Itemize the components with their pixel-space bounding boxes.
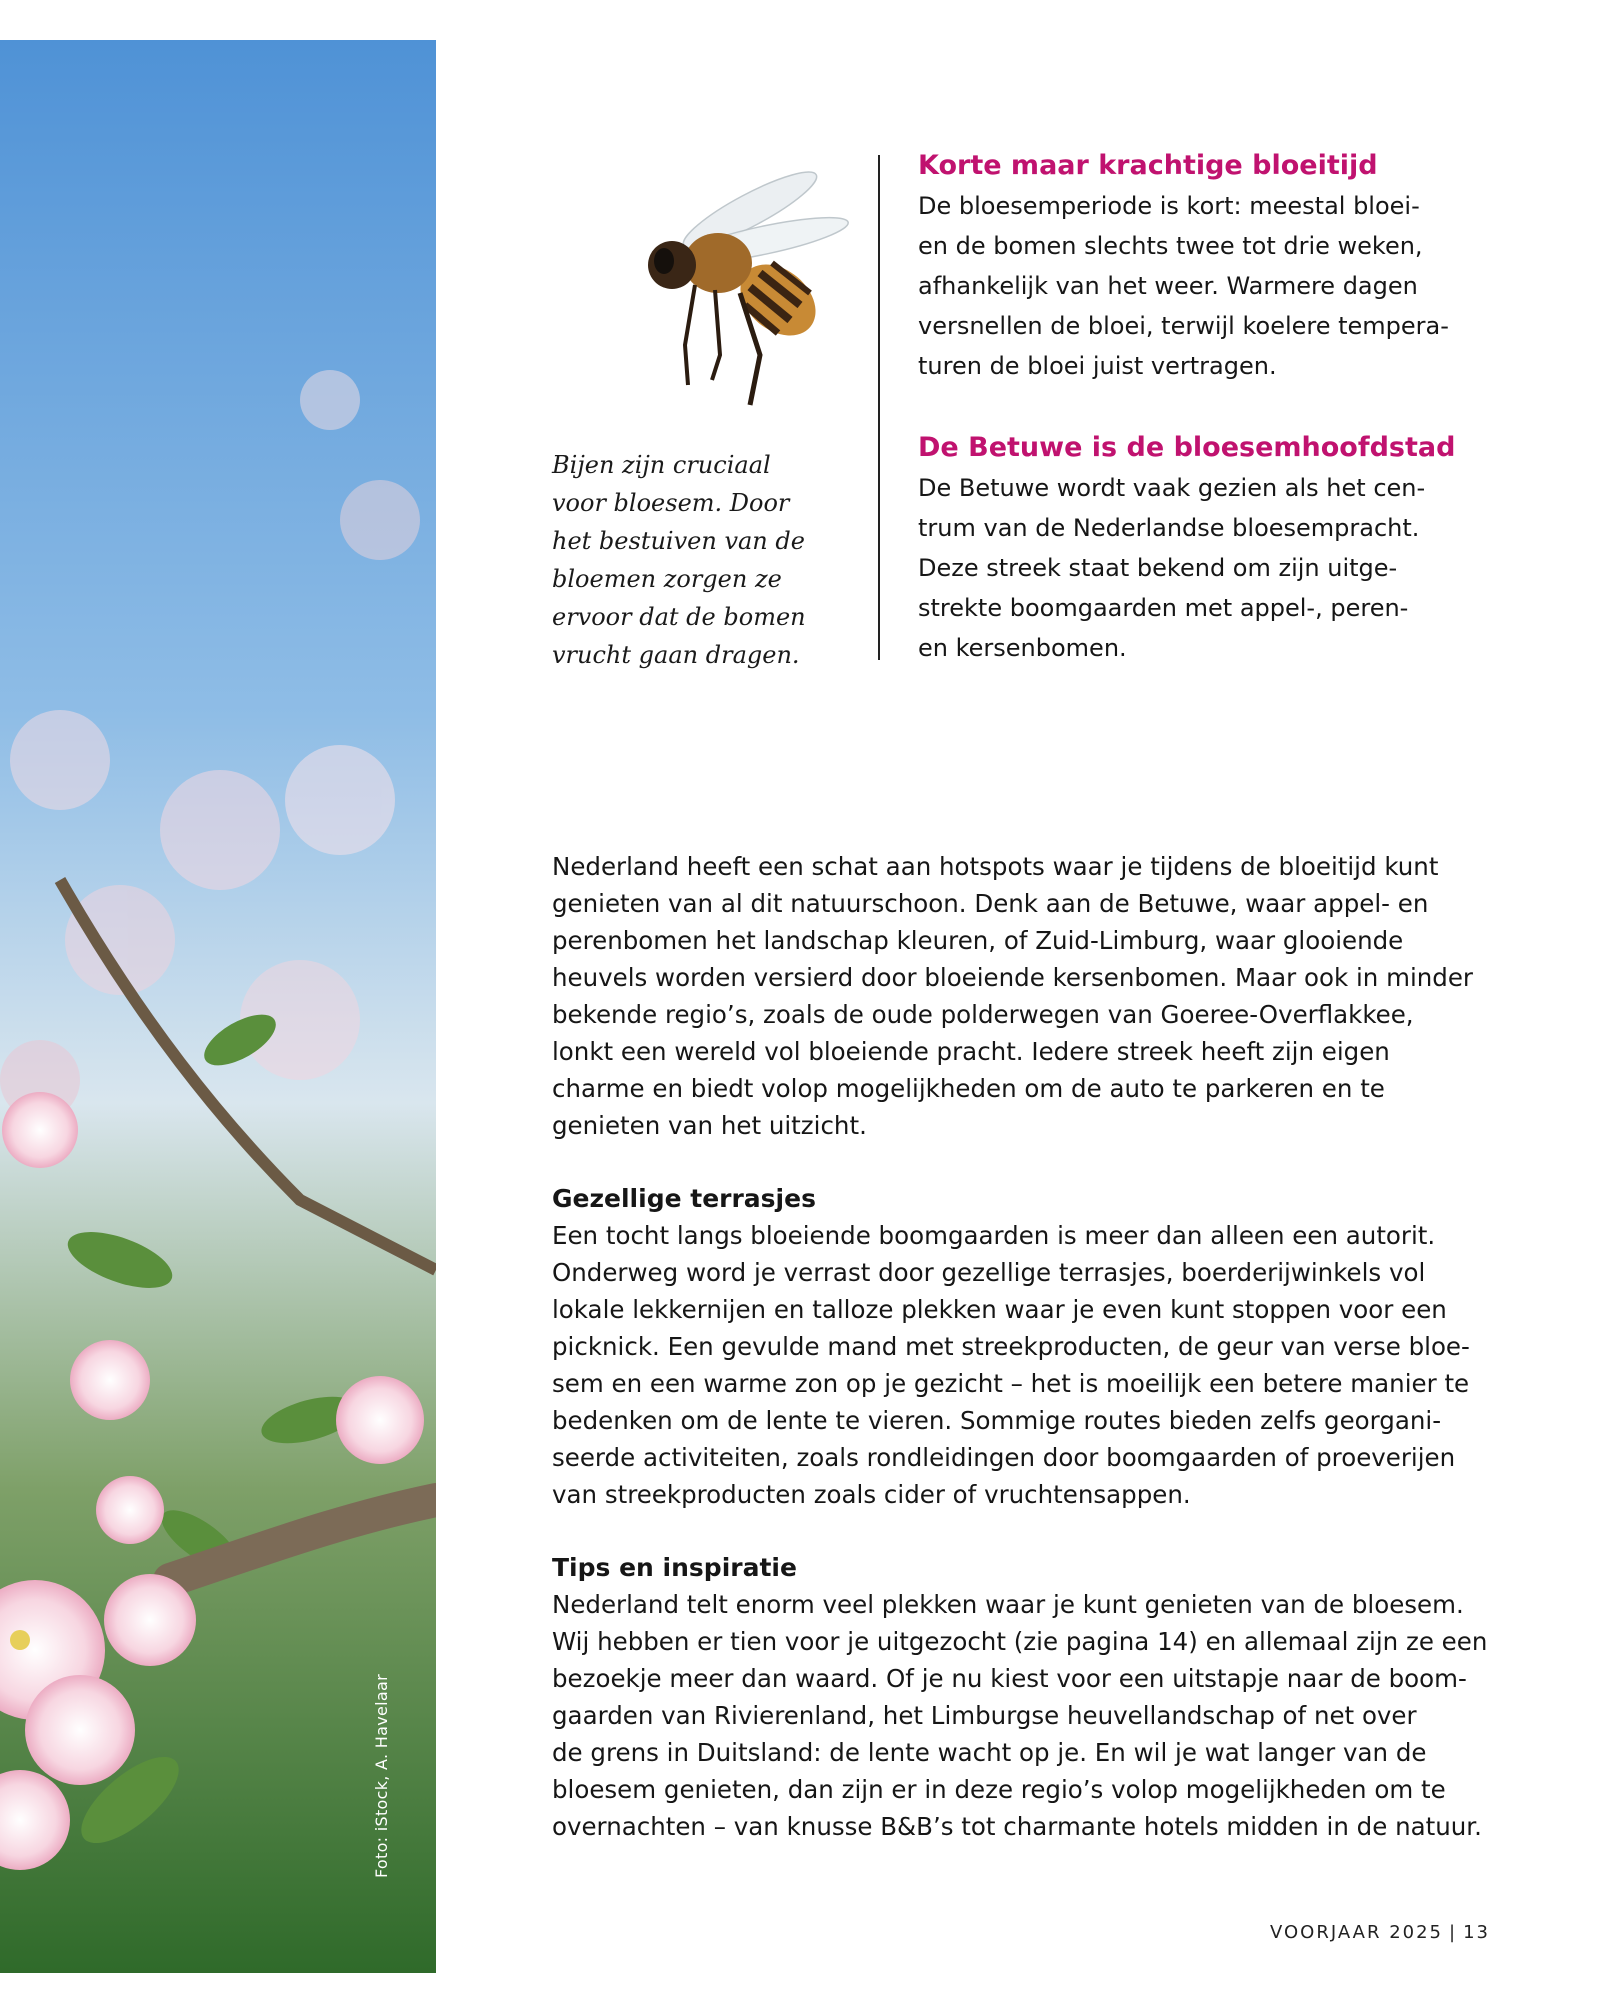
fact-text <box>918 186 1498 386</box>
fact-block-bloeitijd <box>918 148 1498 386</box>
body-line: bezoekje meer dan waard. Of je nu kiest voor een uitstapje naar de boom- <box>552 1664 1467 1693</box>
caption-line: vrucht gaan dragen. <box>552 641 800 669</box>
fact-line: strekte boomgaarden met appel-, peren- <box>918 594 1409 622</box>
fact-text <box>918 468 1498 668</box>
body-line: lokale lekkernijen en talloze plekken waar je even kunt stoppen voor een <box>552 1295 1447 1324</box>
section-heading-terrasjes: Gezellige terrasjes <box>552 1184 816 1213</box>
body-line: bloesem genieten, dan zijn er in deze regio’s volop mogelijkheden om te <box>552 1775 1446 1804</box>
article-body <box>552 848 1502 1845</box>
body-line: heuvels worden versierd door bloeiende kersenbomen. Maar ook in minder <box>552 963 1473 992</box>
body-line: perenbomen het landschap kleuren, of Zuid-Limburg, waar glooiende <box>552 926 1404 955</box>
fact-line: afhankelijk van het weer. Warmere dagen <box>918 272 1418 300</box>
body-line: bedenken om de lente te vieren. Sommige routes bieden zelfs georgani- <box>552 1406 1442 1435</box>
fact-line: turen de bloei juist vertragen. <box>918 352 1277 380</box>
section-paragraph-terrasjes <box>552 1217 1502 1513</box>
fact-line: en kersenbomen. <box>918 634 1127 662</box>
fact-line: en de bomen slechts twee tot drie weken, <box>918 232 1423 260</box>
fact-heading: Korte maar krachtige bloeitijd <box>918 150 1378 181</box>
fact-line: Deze streek staat bekend om zijn uitge- <box>918 554 1398 582</box>
body-line: sem en een warme zon op je gezicht – het is moeilijk een betere manier te <box>552 1369 1470 1398</box>
photo-credit: Foto: iStock, A. Havelaar <box>372 1674 391 1878</box>
body-line: Nederland telt enorm veel plekken waar je kunt genieten van de bloesem. <box>552 1590 1464 1619</box>
fact-heading: De Betuwe is de bloesemhoofdstad <box>918 432 1456 463</box>
body-line: Wij hebben er tien voor je uitgezocht (zie pagina 14) en allemaal zijn ze een <box>552 1627 1488 1656</box>
page-folio <box>1270 1922 1490 1943</box>
body-line: overnachten – van knusse B&B’s tot charmante hotels midden in de natuur. <box>552 1812 1482 1841</box>
body-line: de grens in Duitsland: de lente wacht op je. En wil je wat langer van de <box>552 1738 1427 1767</box>
fact-line: versnellen de bloei, terwijl koelere tempera- <box>918 312 1449 340</box>
fact-block-betuwe <box>918 430 1498 668</box>
body-line: genieten van het uitzicht. <box>552 1111 867 1140</box>
fact-line: trum van de Nederlandse bloesempracht. <box>918 514 1420 542</box>
section-heading-tips: Tips en inspiratie <box>552 1553 797 1582</box>
fact-line: De bloesemperiode is kort: meestal bloei- <box>918 192 1420 220</box>
folio-separator: | <box>1449 1922 1458 1943</box>
caption-line: ervoor dat de bomen <box>552 603 806 631</box>
honeybee-icon <box>600 155 860 415</box>
page-number: 13 <box>1463 1922 1490 1943</box>
body-line: picknick. Een gevulde mand met streekproducten, de geur van verse bloe- <box>552 1332 1470 1361</box>
body-line: Nederland heeft een schat aan hotspots waar je tijdens de bloeitijd kunt <box>552 852 1439 881</box>
body-line: genieten van al dit natuurschoon. Denk aan de Betuwe, waar appel- en <box>552 889 1429 918</box>
body-line: lonkt een wereld vol bloeiende pracht. Iedere streek heeft zijn eigen <box>552 1037 1390 1066</box>
caption-line: voor bloesem. Door <box>552 489 790 517</box>
fact-line: De Betuwe wordt vaak gezien als het cen- <box>918 474 1426 502</box>
body-line: charme en biedt volop mogelijkheden om de auto te parkeren en te <box>552 1074 1385 1103</box>
body-line: van streekproducten zoals cider of vruchtensappen. <box>552 1480 1191 1509</box>
caption-line: bloemen zorgen ze <box>552 565 782 593</box>
section-paragraph-tips <box>552 1586 1502 1845</box>
intro-paragraph <box>552 848 1502 1144</box>
apple-blossom-photo-icon <box>0 40 436 1973</box>
body-line: seerde activiteiten, zoals rondleidingen door boomgaarden of proeverijen <box>552 1443 1456 1472</box>
bee-caption <box>552 446 852 674</box>
body-line: Een tocht langs bloeiende boomgaarden is meer dan alleen een autorit. <box>552 1221 1436 1250</box>
body-line: bekende regio’s, zoals de oude polderwegen van Goeree-Overflakkee, <box>552 1000 1414 1029</box>
caption-line: Bijen zijn cruciaal <box>552 451 771 479</box>
issue-label: VOORJAAR 2025 <box>1270 1922 1444 1943</box>
sidebar-facts <box>918 148 1498 668</box>
vertical-divider <box>878 155 880 660</box>
body-line: gaarden van Rivierenland, het Limburgse heuvellandschap of net over <box>552 1701 1417 1730</box>
blossom-photo <box>0 40 436 1973</box>
body-line: Onderweg word je verrast door gezellige terrasjes, boerderijwinkels vol <box>552 1258 1426 1287</box>
caption-line: het bestuiven van de <box>552 527 805 555</box>
